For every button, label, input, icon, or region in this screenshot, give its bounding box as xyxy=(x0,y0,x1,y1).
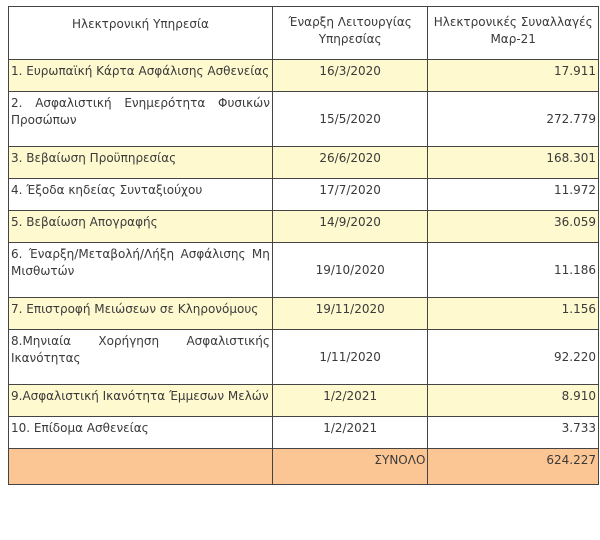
transactions-cell: 272.779 xyxy=(428,92,599,147)
service-cell: 1. Ευρωπαϊκή Κάρτα Ασφάλισης Ασθενείας xyxy=(9,60,273,92)
transactions-cell: 92.220 xyxy=(428,330,599,385)
service-cell: 7. Επιστροφή Μειώσεων σε Κληρονόμους xyxy=(9,298,273,330)
services-table xyxy=(8,6,599,485)
transactions-cell: 17.911 xyxy=(428,60,599,92)
service-cell: 2. Ασφαλιστική Ενημερότητα Φυσικών Προσώπων xyxy=(9,92,273,147)
service-cell: 10. Επίδομα Ασθενείας xyxy=(9,417,273,449)
total-value: 624.227 xyxy=(428,449,599,485)
start-date-cell: 19/11/2020 xyxy=(272,298,428,330)
start-date-cell: 17/7/2020 xyxy=(272,179,428,211)
table-row xyxy=(9,211,599,243)
transactions-cell: 168.301 xyxy=(428,147,599,179)
total-label: ΣΥΝΟΛΟ xyxy=(272,449,428,485)
header-transactions: Ηλεκτρονικές Συναλλαγές Μαρ-21 xyxy=(428,7,599,60)
start-date-cell: 14/9/2020 xyxy=(272,211,428,243)
service-cell: 6. Έναρξη/Μεταβολή/Λήξη Ασφάλισης Μη Μισθωτών xyxy=(9,243,273,298)
start-date-cell: 19/10/2020 xyxy=(272,243,428,298)
start-date-cell: 16/3/2020 xyxy=(272,60,428,92)
total-empty-cell xyxy=(9,449,273,485)
start-date-cell: 15/5/2020 xyxy=(272,92,428,147)
start-date-cell: 26/6/2020 xyxy=(272,147,428,179)
table-row xyxy=(9,60,599,92)
transactions-cell: 1.156 xyxy=(428,298,599,330)
service-cell: 9.Ασφαλιστική Ικανότητα Έμμεσων Μελών xyxy=(9,385,273,417)
table-row xyxy=(9,92,599,147)
transactions-cell: 11.186 xyxy=(428,243,599,298)
service-cell: 5. Βεβαίωση Απογραφής xyxy=(9,211,273,243)
header-start-date: Έναρξη Λειτουργίας Υπηρεσίας xyxy=(272,7,428,60)
table-row xyxy=(9,417,599,449)
header-service: Ηλεκτρονική Υπηρεσία xyxy=(9,7,273,60)
transactions-cell: 36.059 xyxy=(428,211,599,243)
transactions-cell: 3.733 xyxy=(428,417,599,449)
service-cell: 8.Μηνιαία Χορήγηση Ασφαλιστικής Ικανότητας xyxy=(9,330,273,385)
table-row xyxy=(9,243,599,298)
table-row xyxy=(9,385,599,417)
transactions-cell: 8.910 xyxy=(428,385,599,417)
start-date-cell: 1/2/2021 xyxy=(272,417,428,449)
transactions-cell: 11.972 xyxy=(428,179,599,211)
table-row xyxy=(9,147,599,179)
table-row xyxy=(9,330,599,385)
total-row xyxy=(9,449,599,485)
service-cell: 4. Έξοδα κηδείας Συνταξιούχου xyxy=(9,179,273,211)
header-row xyxy=(9,7,599,60)
start-date-cell: 1/2/2021 xyxy=(272,385,428,417)
table-row xyxy=(9,298,599,330)
table-row xyxy=(9,179,599,211)
start-date-cell: 1/11/2020 xyxy=(272,330,428,385)
service-cell: 3. Βεβαίωση Προϋπηρεσίας xyxy=(9,147,273,179)
